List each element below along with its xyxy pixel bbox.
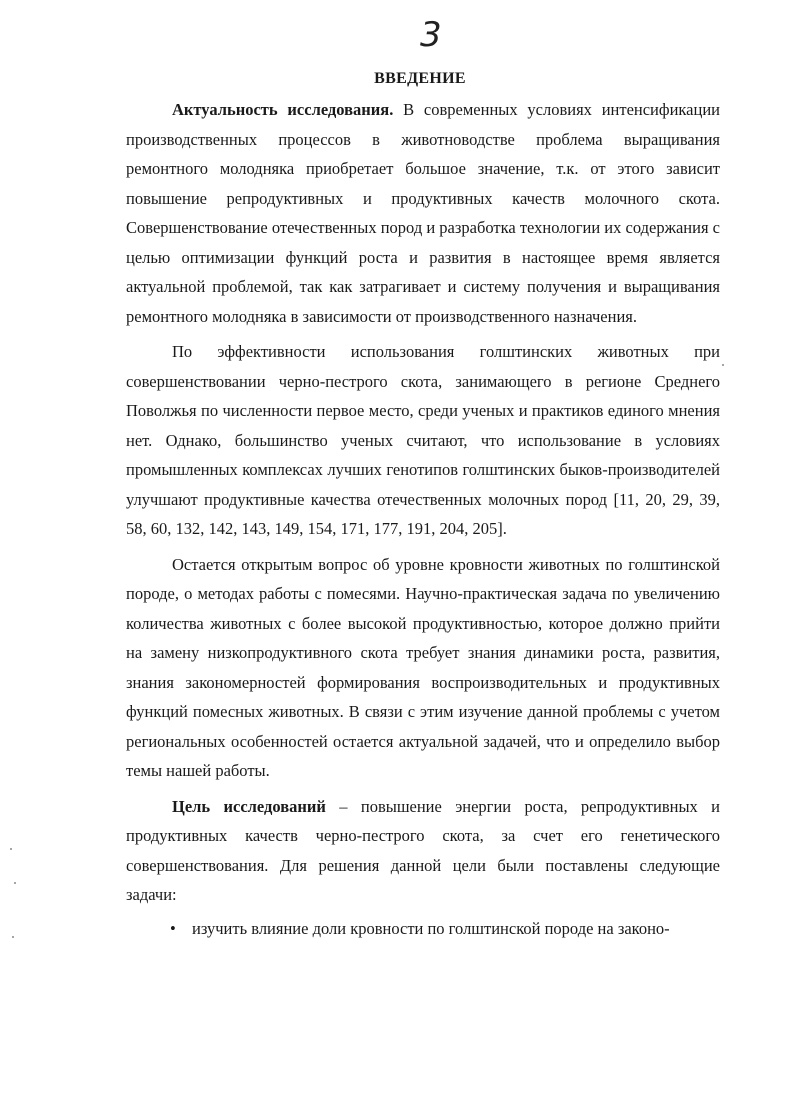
scan-speck [12,936,14,938]
bullet-icon: • [170,918,176,938]
body-text [126,95,720,943]
paragraph-text: В современных условиях интенсификации производственных процессов в животноводстве проблема выращивания ремонтного молодняка приобретает большое значение, т.к. от этого зависит повышение репродуктивных и продуктивных качеств молочного скота. Совершенствование отечественных пород и разработка технологии их содержания с целью оптимизации функций роста и развития в настоящее время является актуальной проблемой, так как затрагивает и систему получения и выращивания ремонтного молодняка в зависимости от производственного назначения. [126,100,720,326]
paragraph-lead: Актуальность исследования. [172,100,394,119]
section-title: ВВЕДЕНИЕ [374,70,466,87]
task-list [126,914,720,944]
scan-speck [722,364,724,366]
scan-speck [14,882,16,884]
scan-speck [10,848,12,850]
paragraph-text: По эффективности использования голштинских животных при совершенствовании черно-пестрого скота, занимающего в регионе Среднего Поволжья по численности первое место, среди ученых и практиков единого мнения нет. Однако, большинство ученых считают, что использование в условиях промышленных комплексах лучших генотипов голштинских быков-производителей улучшают продуктивные качества отечественных молочных пород [11, 20, 29, 39, 58, 60, 132, 142, 143, 149, 154, 171, 177, 191, 204, 205]. [126,342,720,538]
paragraph-text: Остается открытым вопрос об уровне кровности животных по голштинской породе, о методах работы с помесями. Научно-практическая задача по увеличению количества животных с более высокой продуктивностью, которое должно прийти на замену низкопродуктивного скота требует знания динамики роста, развития, знания закономерностей формирования воспроизводительных и продуктивных функций помесных животных. В связи с этим изучение данной проблемы с учетом региональных особенностей остается актуальной задачей, что и определило выбор темы нашей работы. [126,554,720,780]
list-item [126,914,720,944]
page-number: 3 [420,15,442,55]
paragraph-open-question [126,550,720,786]
task-text: изучить влияние доли кровности по голштинской породе на законо- [192,918,670,938]
paragraph-holstein-efficiency [126,337,720,544]
paragraph-research-goal [126,792,720,910]
paragraph-text: – повышение энергии роста, репродуктивных и продуктивных качеств черно-пестрого скота, за счет его генетического совершенствования. Для решения данной цели были поставлены следующие задачи: [126,796,720,904]
paragraph-relevance [126,95,720,331]
paragraph-lead: Цель исследований [172,796,326,816]
